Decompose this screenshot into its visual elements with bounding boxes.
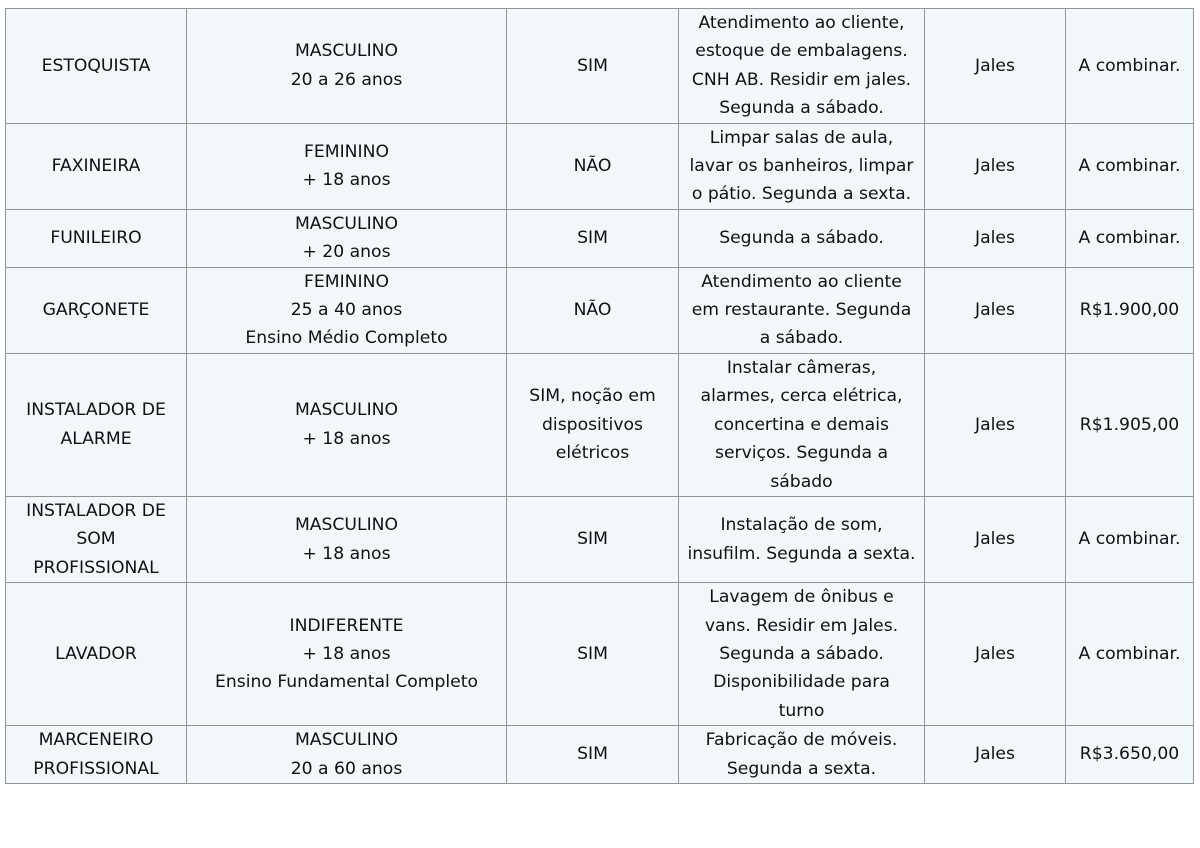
description-line: Segunda a sábado. xyxy=(719,98,884,119)
description-line: Lavagem de ônibus e xyxy=(709,587,894,608)
experience-cell xyxy=(507,267,679,353)
description-line: serviços. Segunda a xyxy=(714,443,888,464)
description-cell xyxy=(679,123,925,209)
description-line: Segunda a sábado. xyxy=(719,643,884,664)
job-title-cell xyxy=(6,583,187,726)
city-cell: Jales xyxy=(925,583,1066,726)
experience-cell xyxy=(507,9,679,124)
table-row xyxy=(6,583,1194,726)
job-title-line: PROFISSIONAL xyxy=(33,557,159,578)
description-cell xyxy=(679,267,925,353)
profile-line: MASCULINO xyxy=(294,515,399,536)
profile-line: 20 a 60 anos xyxy=(290,758,403,779)
job-title-line: ALARME xyxy=(60,428,132,449)
profile-line: 20 a 26 anos xyxy=(290,69,403,90)
experience-cell xyxy=(507,496,679,582)
experience-line: SIM xyxy=(577,228,608,249)
description-line: insufilm. Segunda a sexta. xyxy=(687,543,916,564)
experience-cell xyxy=(507,726,679,784)
job-title-cell xyxy=(6,9,187,124)
table-row xyxy=(6,9,1194,124)
city-cell: Jales xyxy=(925,123,1066,209)
salary-cell: A combinar. xyxy=(1066,583,1194,726)
profile-line: MASCULINO xyxy=(294,213,399,234)
job-title-line: INSTALADOR DE xyxy=(26,500,166,521)
description-line: o pátio. Segunda a sexta. xyxy=(691,184,912,205)
profile-line: + 18 anos xyxy=(302,170,391,191)
profile-line: Ensino Fundamental Completo xyxy=(214,672,479,693)
city-cell: Jales xyxy=(925,496,1066,582)
table-row xyxy=(6,496,1194,582)
profile-line: INDIFERENTE xyxy=(289,615,404,636)
profile-line: MASCULINO xyxy=(294,41,399,62)
job-title-cell xyxy=(6,123,187,209)
table-row xyxy=(6,353,1194,496)
salary-cell: A combinar. xyxy=(1066,209,1194,267)
table-row xyxy=(6,726,1194,784)
description-cell xyxy=(679,496,925,582)
job-title-cell xyxy=(6,209,187,267)
description-line: Segunda a sábado. xyxy=(719,228,884,249)
salary-cell: R$3.650,00 xyxy=(1066,726,1194,784)
description-cell xyxy=(679,353,925,496)
profile-line: Ensino Médio Completo xyxy=(245,328,448,349)
profile-cell xyxy=(187,353,507,496)
job-title-line: FUNILEIRO xyxy=(50,228,142,249)
job-listings-body xyxy=(6,9,1194,784)
description-line: Atendimento ao cliente, xyxy=(698,13,905,33)
experience-cell xyxy=(507,353,679,496)
profile-line: 25 a 40 anos xyxy=(290,300,403,321)
profile-line: FEMININO xyxy=(304,141,389,162)
salary-cell: A combinar. xyxy=(1066,9,1194,124)
experience-cell xyxy=(507,583,679,726)
experience-line: SIM xyxy=(577,643,608,664)
profile-line: + 18 anos xyxy=(302,428,391,449)
job-title-line: LAVADOR xyxy=(55,643,137,664)
job-title-cell xyxy=(6,267,187,353)
profile-cell xyxy=(187,209,507,267)
description-cell xyxy=(679,726,925,784)
description-line: a sábado. xyxy=(759,328,844,349)
job-title-cell xyxy=(6,496,187,582)
job-title-line: SOM xyxy=(76,529,116,550)
job-title-line: INSTALADOR DE xyxy=(26,400,166,421)
description-line: alarmes, cerca elétrica, xyxy=(700,386,903,407)
description-line: Instalação de som, xyxy=(720,515,883,536)
experience-line: SIM xyxy=(577,529,608,550)
profile-line: + 18 anos xyxy=(302,643,391,664)
description-line: concertina e demais xyxy=(714,414,889,435)
description-line: Segunda a sexta. xyxy=(726,758,877,779)
experience-line: SIM xyxy=(577,744,608,765)
city-cell: Jales xyxy=(925,209,1066,267)
profile-cell xyxy=(187,123,507,209)
salary-cell: A combinar. xyxy=(1066,496,1194,582)
table-row xyxy=(6,123,1194,209)
profile-line: + 20 anos xyxy=(302,242,391,263)
profile-line: MASCULINO xyxy=(294,730,399,751)
job-listings-table xyxy=(5,8,1194,784)
salary-cell: A combinar. xyxy=(1066,123,1194,209)
description-line: Fabricação de móveis. xyxy=(705,730,898,751)
description-line: turno xyxy=(778,700,825,721)
description-line: Limpar salas de aula, xyxy=(709,127,894,148)
description-line: sábado xyxy=(770,471,833,492)
experience-line: dispositivos xyxy=(542,414,643,435)
profile-cell xyxy=(187,726,507,784)
experience-cell xyxy=(507,123,679,209)
profile-line: MASCULINO xyxy=(294,400,399,421)
experience-line: NÃO xyxy=(573,300,612,321)
description-line: Disponibilidade para xyxy=(713,672,890,693)
job-title-cell xyxy=(6,726,187,784)
city-cell: Jales xyxy=(925,726,1066,784)
salary-cell: R$1.905,00 xyxy=(1066,353,1194,496)
description-cell xyxy=(679,9,925,124)
description-line: em restaurante. Segunda xyxy=(691,300,912,321)
description-line: lavar os banheiros, limpar xyxy=(689,156,914,177)
table-row xyxy=(6,209,1194,267)
experience-cell xyxy=(507,209,679,267)
salary-cell: R$1.900,00 xyxy=(1066,267,1194,353)
description-line: Instalar câmeras, xyxy=(726,357,877,378)
table-row xyxy=(6,267,1194,353)
job-title-line: MARCENEIRO xyxy=(38,730,154,751)
profile-line: FEMININO xyxy=(304,271,389,292)
profile-line: + 18 anos xyxy=(302,543,391,564)
description-cell xyxy=(679,583,925,726)
profile-cell xyxy=(187,496,507,582)
description-cell xyxy=(679,209,925,267)
job-title-line: GARÇONETE xyxy=(42,300,150,321)
profile-cell xyxy=(187,583,507,726)
job-title-line: FAXINEIRA xyxy=(51,156,141,177)
experience-line: NÃO xyxy=(573,156,612,177)
city-cell: Jales xyxy=(925,267,1066,353)
city-cell: Jales xyxy=(925,9,1066,124)
profile-cell xyxy=(187,267,507,353)
experience-line: SIM, noção em xyxy=(529,386,656,407)
city-cell: Jales xyxy=(925,353,1066,496)
experience-line: SIM xyxy=(577,55,608,76)
description-line: Atendimento ao cliente xyxy=(701,271,902,292)
job-title-cell xyxy=(6,353,187,496)
description-line: CNH AB. Residir em jales. xyxy=(691,69,912,90)
profile-cell xyxy=(187,9,507,124)
job-title-line: PROFISSIONAL xyxy=(33,758,159,779)
experience-line: elétricos xyxy=(555,443,630,464)
description-line: vans. Residir em Jales. xyxy=(704,615,899,636)
description-line: estoque de embalagens. xyxy=(695,41,908,62)
job-title-line: ESTOQUISTA xyxy=(41,55,151,76)
